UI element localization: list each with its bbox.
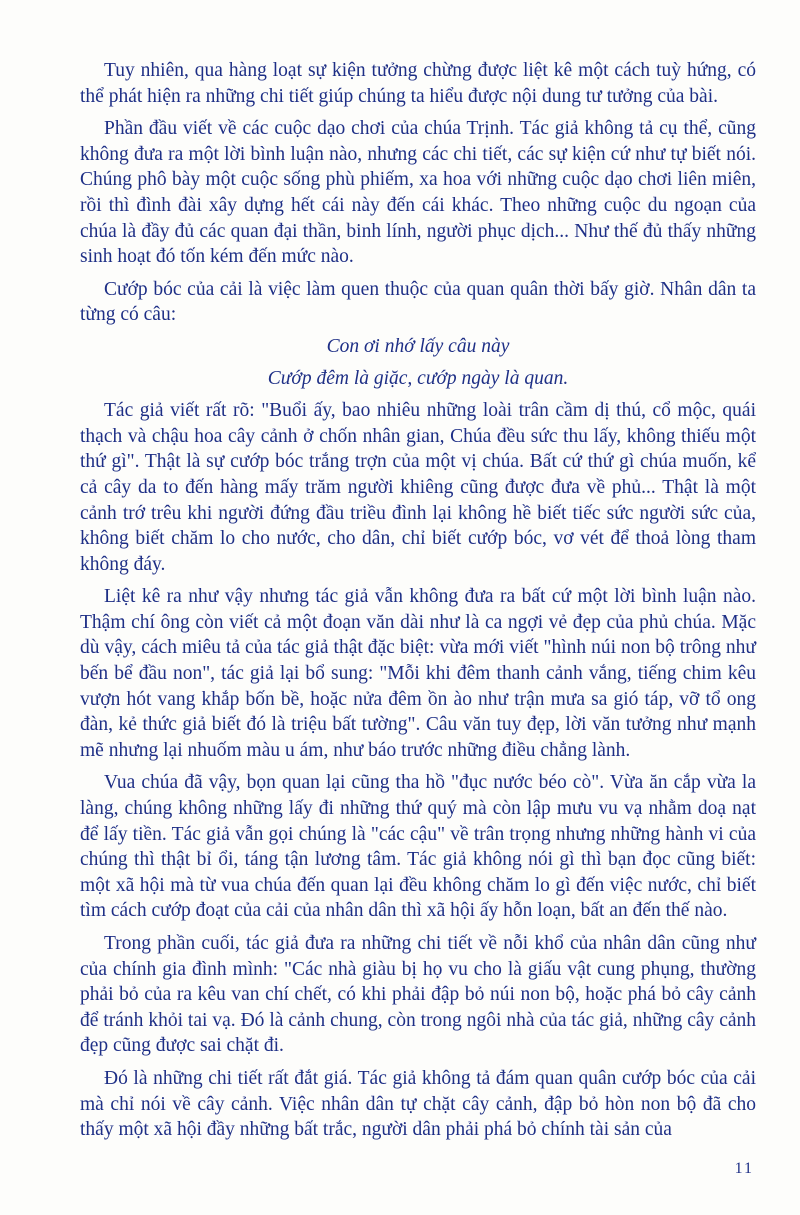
paragraph-3: Cướp bóc của cải là việc làm quen thuộc của quan quân thời bấy giờ. Nhân dân ta từng có câu: [80, 278, 756, 326]
paragraph-7: Trong phần cuối, tác giả đưa ra những chi tiết về nỗi khổ của nhân dân cũng như của chính gia đình mình: "Các nhà giàu bị họ vu cho là giấu vật cung phụng, thường phải bỏ của ra kêu van chí chết, có khi phải đập bỏ núi non bộ, hoặc phá bỏ cây cảnh để tránh khỏi tai vạ. Đó là cảnh chung, còn trong ngôi nhà của tác giả, những cây cảnh đẹp cũng được sai chặt đi. [80, 933, 756, 1057]
paragraph-5: Liệt kê ra như vậy nhưng tác giả vẫn không đưa ra bất cứ một lời bình luận nào. Thậm chí ông còn viết cả một đoạn văn dài như là ca ngợi vẻ đẹp của phủ chúa. Mặc dù vậy, cách miêu tả của tác giả thật đặc biệt: vừa mới viết "hình núi non bộ trông như bến bể đầu non", tác giả lại bổ sung: "Mỗi khi đêm thanh cảnh vắng, tiếng chim kêu vượn hót vang khắp bốn bề, hoặc nửa đêm ồn ào như trận mưa sa gió táp, vỡ tổ ong đàn, kẻ thức giả biết đó là triệu bất tường". Câu văn tuy đẹp, lời văn tưởng như mạnh mẽ nhưng lại nhuốm màu u ám, như báo trước những điều chẳng lành. [80, 586, 756, 761]
page-number: 11 [734, 1160, 754, 1177]
paragraph-1: Tuy nhiên, qua hàng loạt sự kiện tưởng chừng được liệt kê một cách tuỳ hứng, có thể phát hiện ra những chi tiết giúp chúng ta hiểu được nội dung tư tưởng của bài. [80, 60, 756, 107]
paragraph-4: Tác giả viết rất rõ: "Buổi ấy, bao nhiêu những loài trân cầm dị thú, cổ mộc, quái thạch và chậu hoa cây cảnh ở chốn nhân gian, Chúa đều sức thu lấy, không thiếu một thứ gì". Thật là sự cướp bóc trắng trợn của một vị chúa. Bất cứ thứ gì chúa muốn, kể cả cây da to đến hàng mấy trăm người khiêng cũng được đưa về phủ... Thật là một cảnh trớ trêu khi người đứng đầu triều đình lại không hề biết tiếc sức người sức của, không biết chăm lo cho nước, cho dân, chỉ biết cướp bóc, vơ vét để thoả lòng tham không đáy. [80, 400, 756, 575]
verse-line-2: Cướp đêm là giặc, cướp ngày là quan. [267, 367, 569, 389]
paragraph-8: Đó là những chi tiết rất đắt giá. Tác giả không tả đám quan quân cướp bóc của cải mà chỉ nói về cây cảnh. Việc nhân dân tự chặt cây cảnh, đập bỏ hòn non bộ đã cho thấy một xã hội đầy những bất trắc, người dân phải phá bỏ chính tài sản của [80, 1067, 756, 1141]
verse-line-1: Con ơi nhớ lấy câu này [326, 335, 510, 357]
paragraph-2: Phần đầu viết về các cuộc dạo chơi của chúa Trịnh. Tác giả không tả cụ thể, cũng không đưa ra một lời bình luận nào, nhưng các chi tiết, các sự kiện cứ như tự biết nói. Chúng phô bày một cuộc sống phù phiếm, xa hoa với những cuộc dạo chơi liên miên, rồi thì đình đài xây dựng hết cái này đến cái khác. Theo những cuộc du ngoạn của chúa là đầy đủ các quan đại thần, binh lính, người phục dịch... Như thế đủ thấy những sinh hoạt đó tốn kém đến mức nào. [80, 118, 756, 268]
body-text [80, 58, 756, 1150]
paragraph-6: Vua chúa đã vậy, bọn quan lại cũng tha hồ "đục nước béo cò". Vừa ăn cắp vừa la làng, chúng không những lấy đi những thứ quý mà còn lập mưu vu vạ nhằm doạ nạt để lấy tiền. Tác giả vẫn gọi chúng là "các cậu" về trân trọng nhưng những hành vi của chúng thì thật bỉ ổi, táng tận lương tâm. Tác giả không nói gì thì bạn đọc cũng biết: một xã hội mà từ vua chúa đến quan lại đều không chăm lo gì đến việc nước, chỉ biết tìm cách cướp đoạt của cải của nhân dân thì xã hội ấy hỗn loạn, bất an đến thế nào. [80, 772, 756, 922]
